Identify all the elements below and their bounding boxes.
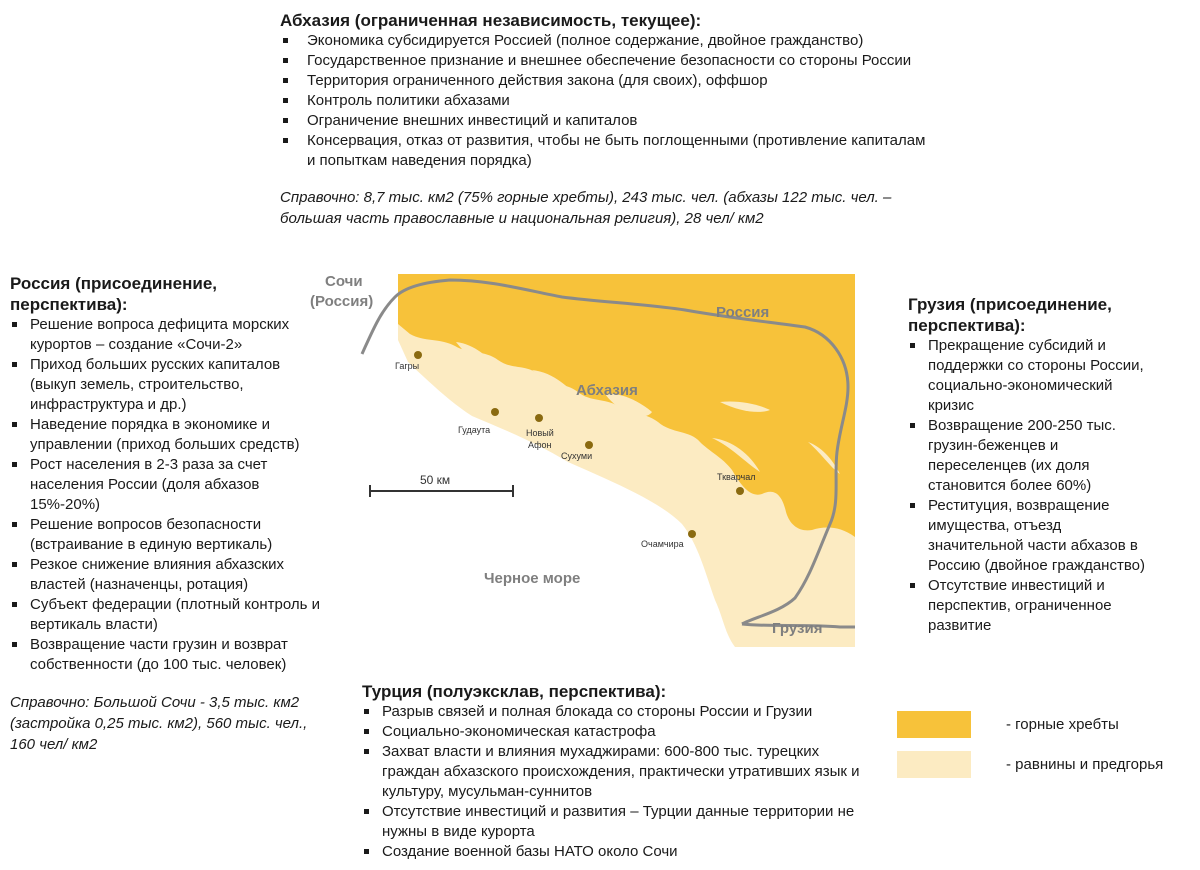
georgia-title: Грузия (присоединение, перспектива): [908, 295, 1112, 335]
abkhazia-note: Справочно: 8,7 тыс. км2 (75% горные хребты), 243 тыс. чел. (абхазы 122 тыс. чел. – большая часть православные и национальная религия), 28 чел/ км2 [280, 189, 892, 227]
abkhazia-title: Абхазия (ограниченная независимость, текущее): [280, 11, 702, 30]
list-item: Захват власти и влияния мухаджирами: 600-800 тыс. турецких граждан абхазского происхождения, практически утративших язык и культуру, мусульман-суннитов [362, 742, 872, 802]
sochi-label: Сочи [325, 273, 363, 290]
list-item: Возвращение 200-250 тыс. грузин-беженцев и переселенцев (их доля становится более 60%) [908, 416, 1148, 496]
scale-label: 50 км [420, 473, 451, 487]
abkhazia-list [280, 31, 930, 171]
city-dot-ochamchira [688, 530, 696, 538]
list-item: Контроль политики абхазами [280, 91, 930, 111]
list-item: Возвращение части грузин и возврат собственности (до 100 тыс. человек) [10, 635, 322, 675]
turkey-list [362, 702, 872, 862]
turkey-section [362, 681, 872, 862]
list-item: Создание военной базы НАТО около Сочи [362, 842, 872, 862]
list-item: Экономика субсидируется Россией (полное содержание, двойное гражданство) [280, 31, 930, 51]
sea-label: Черное море [484, 570, 581, 587]
russia-region-label: Россия [716, 304, 770, 321]
abkhazia-section [280, 10, 930, 229]
russia-list [10, 315, 322, 675]
russia-title: Россия (присоединение, перспектива): [10, 274, 217, 314]
list-item: Наведение порядка в экономике и управлении (приход больших средств) [10, 415, 322, 455]
city-dot-new-athos [535, 414, 543, 422]
list-item: Отсутствие инвестиций и перспектив, ограниченное развитие [908, 576, 1148, 636]
scale-bar [370, 473, 513, 497]
list-item: Рост населения в 2-3 раза за счет населения России (доля абхазов 15%-20%) [10, 455, 322, 515]
legend-label-plains: - равнины и предгорья [1006, 756, 1164, 773]
city-dot-tkvarchal [736, 487, 744, 495]
sochi-label: (Россия) [310, 293, 374, 310]
list-item: Решение вопросов безопасности (встраивание в единую вертикаль) [10, 515, 322, 555]
legend-label-mountains: - горные хребты [1006, 716, 1119, 733]
list-item: Государственное признание и внешнее обеспечение безопасности со стороны России [280, 51, 930, 71]
legend-swatch-mountains [897, 711, 971, 738]
list-item: Приход больших русских капиталов (выкуп земель, строительство, инфраструктура и др.) [10, 355, 322, 415]
city-label-new-athos: Новый [526, 428, 554, 438]
abkhazia-region-label: Абхазия [576, 382, 638, 399]
list-item: Социально-экономическая катастрофа [362, 722, 872, 742]
georgia-section [908, 294, 1148, 636]
list-item: Территория ограниченного действия закона (для своих), оффшор [280, 71, 930, 91]
city-label-gagry: Гагры [395, 361, 420, 371]
legend-swatch-plains [897, 751, 971, 778]
list-item: Разрыв связей и полная блокада со стороны России и Грузии [362, 702, 872, 722]
city-label-ochamchira: Очамчира [641, 539, 684, 549]
city-dot-sukhumi [585, 441, 593, 449]
abkhazia-map [300, 262, 860, 662]
city-dot-gudauta [491, 408, 499, 416]
list-item: Решение вопроса дефицита морских курортов – создание «Сочи-2» [10, 315, 322, 355]
russia-section [10, 273, 322, 755]
city-label-gudauta: Гудаута [458, 425, 491, 435]
list-item: Консервация, отказ от развития, чтобы не быть поглощенными (противление капиталам и попыткам наведения порядка) [280, 131, 930, 171]
city-dot-gagry [414, 351, 422, 359]
city-label-tkvarchal: Ткварчал [717, 472, 756, 482]
city-label-new-athos: Афон [528, 440, 552, 450]
georgia-list [908, 336, 1148, 636]
turkey-title: Турция (полуэксклав, перспектива): [362, 682, 667, 701]
list-item: Отсутствие инвестиций и развития – Турции данные территории не нужны в виде курорта [362, 802, 872, 842]
city-label-sukhumi: Сухуми [561, 451, 593, 461]
list-item: Ограничение внешних инвестиций и капиталов [280, 111, 930, 131]
list-item: Прекращение субсидий и поддержки со стороны России, социально-экономический кризис [908, 336, 1148, 416]
list-item: Реституция, возвращение имущества, отъезд значительной части абхазов в Россию (двойное гражданство) [908, 496, 1148, 576]
georgia-region-label: Грузия [772, 620, 823, 637]
list-item: Субъект федерации (плотный контроль и вертикаль власти) [10, 595, 322, 635]
russia-note: Справочно: Большой Сочи - 3,5 тыс. км2 (застройка 0,25 тыс. км2), 560 тыс. чел., 160 чел/ км2 [10, 694, 308, 753]
list-item: Резкое снижение влияния абхазских властей (назначенцы, ротация) [10, 555, 322, 595]
